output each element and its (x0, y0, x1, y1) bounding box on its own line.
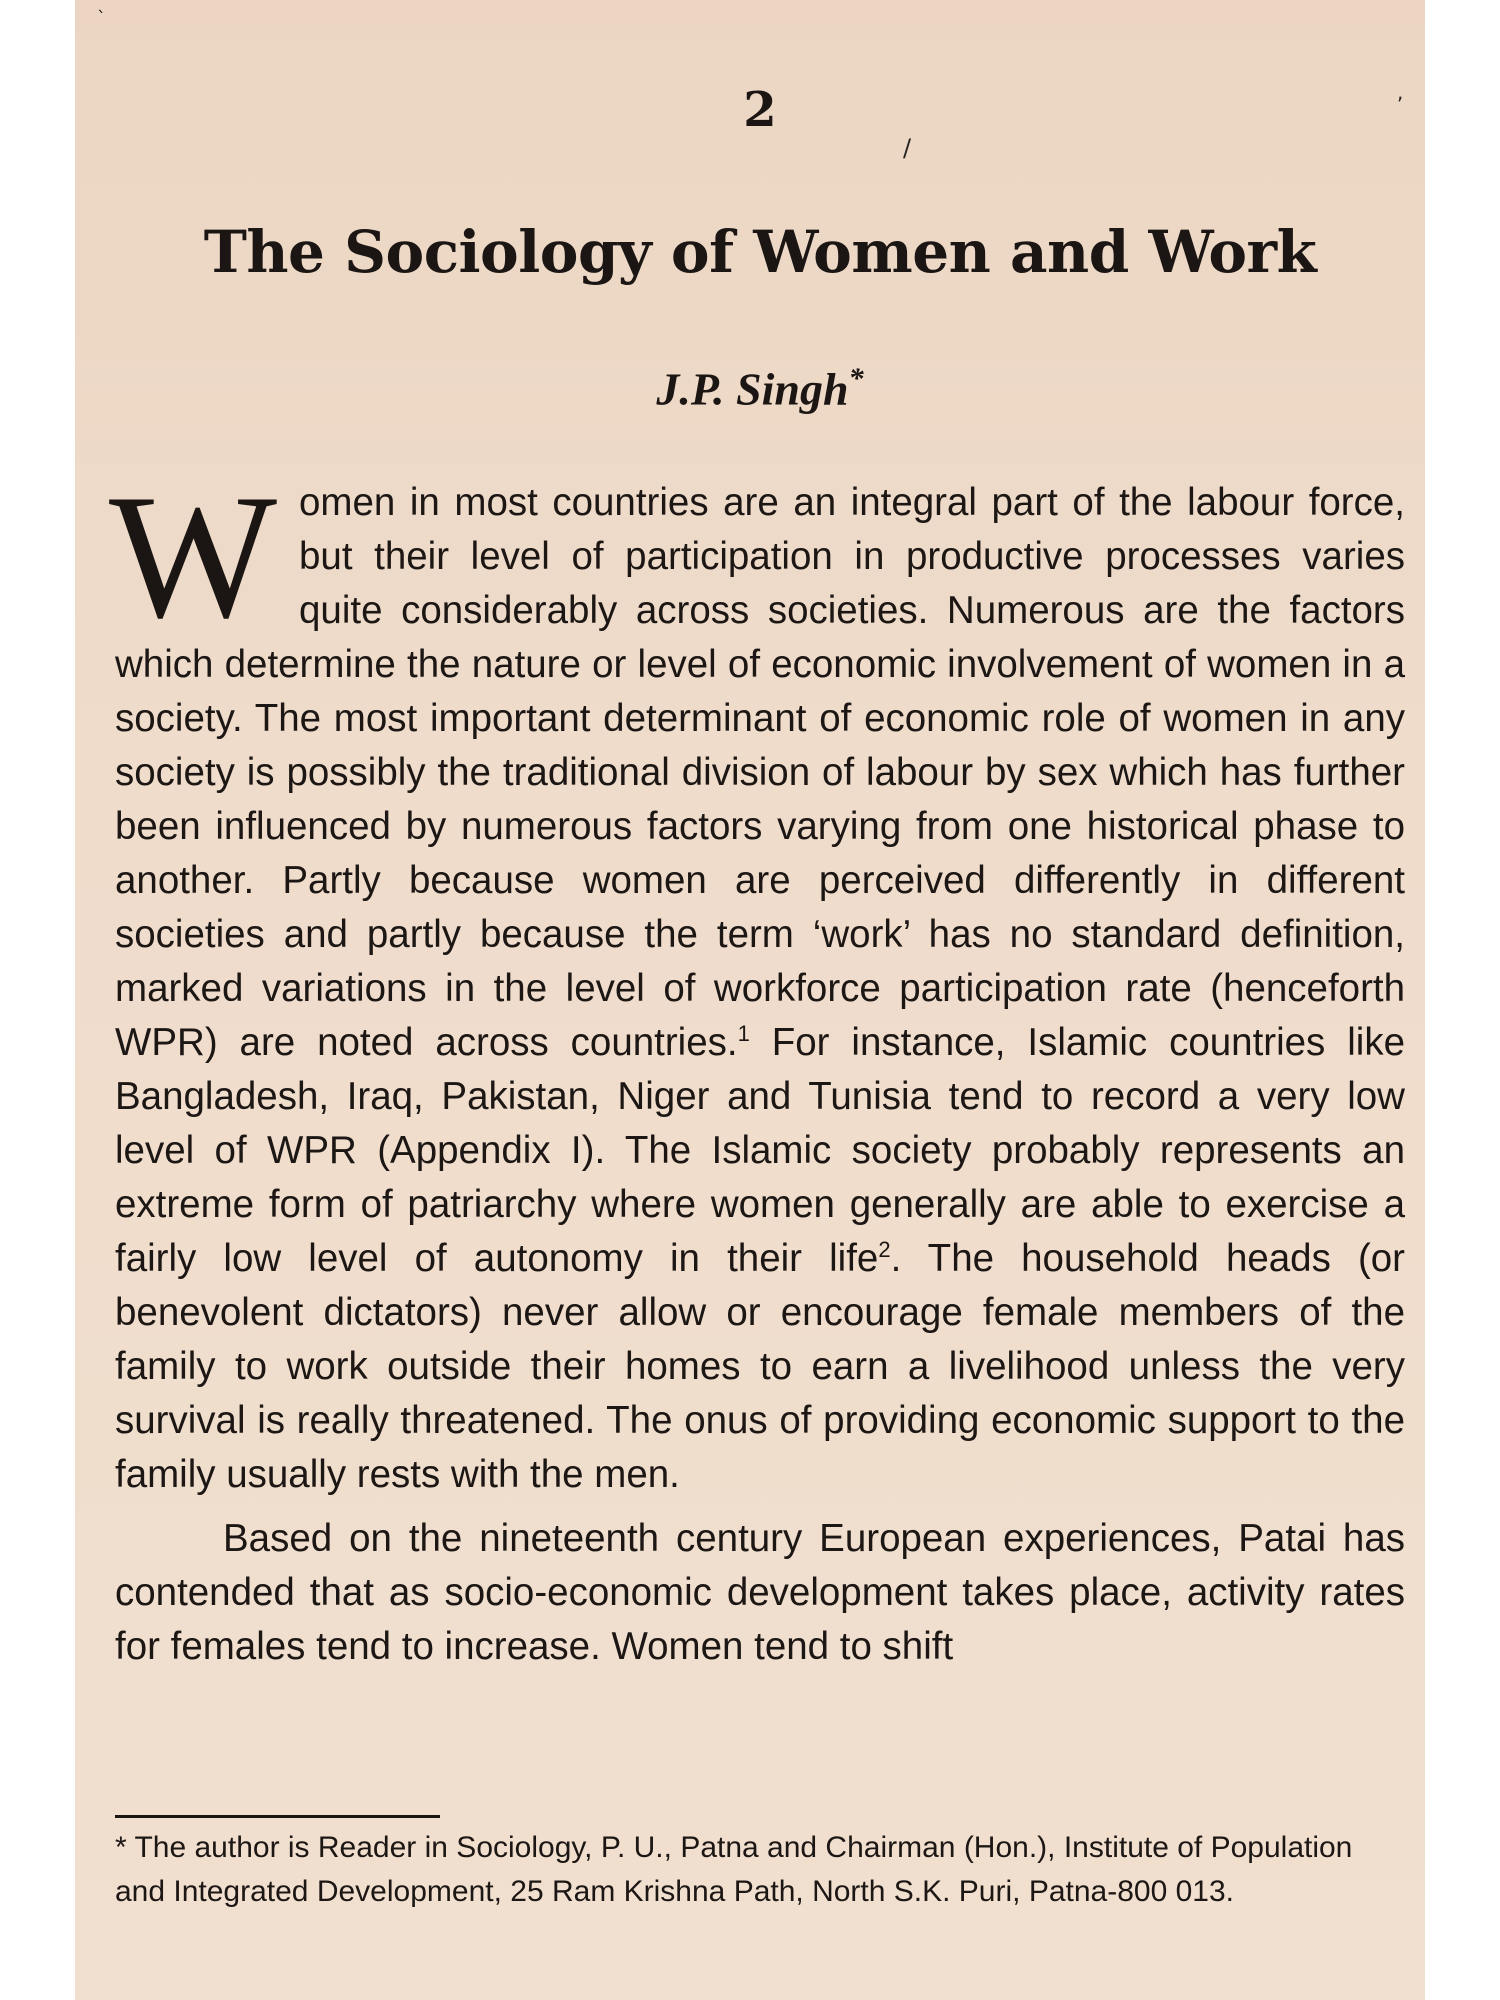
drop-cap: W (109, 457, 278, 655)
author-footnote-mark: * (848, 362, 864, 395)
scanned-page (75, 0, 1425, 2000)
stray-mark-left: ` (97, 8, 106, 29)
chapter-title: The Sociology of Women and Work (203, 218, 1317, 286)
paragraph-1-text-c: . The household heads (or benevolent dictators) never allow or encourage female members of the family to work outside their homes to earn a livelihood unless the very survival is really threatened. The onus of providing economic support to the family usually rests with the men. (115, 1237, 1406, 1496)
footnote: * The author is Reader in Sociology, P. U., Patna and Chairman (Hon.), Institute of Population and Integrated Development, 25 Ram Krishna Path, North S.K. Puri, Patna-800 013. (115, 1831, 1353, 1908)
stray-mark-center: / (903, 134, 912, 162)
paragraph-1 (109, 457, 1406, 1502)
footnote-ref-2: 2 (878, 1237, 891, 1263)
author-byline (115, 362, 1405, 415)
footnote-ref-1: 1 (737, 1021, 750, 1047)
page-content (109, 0, 1406, 2000)
chapter-number: 2 (743, 82, 777, 138)
stray-mark-right: , (1397, 80, 1404, 104)
author-name: J.P. Singh (656, 363, 849, 415)
paragraph-2: Based on the nineteenth century European experiences, Patai has contended that as socio-economic development takes place, activity rates for females tend to increase. Women tend to shift (115, 1517, 1405, 1668)
paragraph-1-text-a: omen in most countries are an integral part of the labour force, but their level of participation in productive processes varies quite considerably across societies. Numerous are the factors which determine the nature or level of economic involvement of women in a society. The most important determinant of economic role of women in any society is possibly the traditional division of labour by sex which has further been influenced by numerous factors varying from one historical phase to another. Partly because women are perceived differently in different societies and partly because the term ‘work’ has no standard definition, marked variations in the level of workforce participation rate (henceforth WPR) are noted across countries. (115, 481, 1405, 1064)
body-text (109, 457, 1406, 1684)
footnote-divider (115, 1815, 440, 1818)
paragraph-1-text-b: For instance, Islamic countries like Bangladesh, Iraq, Pakistan, Niger and Tunisia tend to record a very low level of WPR (Appendix I). The Islamic society probably represents an extreme form of patriarchy where women generally are able to exercise a fairly low level of autonomy in their life (115, 1021, 1405, 1280)
